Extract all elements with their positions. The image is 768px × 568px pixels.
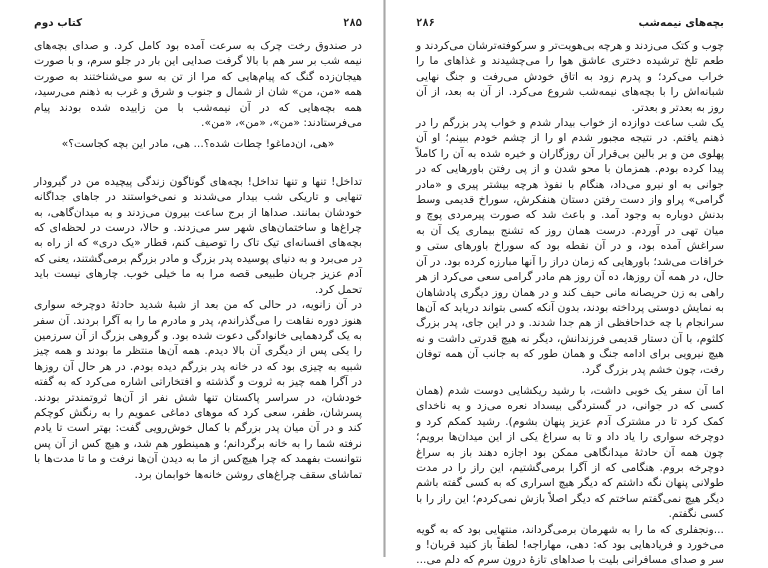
- paragraph: در صندوق رخت چرک به سرعت آمده بود کامل کرد. و صدای بچه‌های نیمه شب بر سر هم با بالا گرفت صدایی این بار در جلو سرم، و با صورت هیجان‌زده گنگ که پیام‌هایی که مرا از تن به سو می‌شناختند به صورت همه «من، من» شان از شمال و جنوب و شرق و غرب به ذهنم می‌رسید، همه بچه‌هایی که در آن نیمه‌شب با من زاییده شده بودند پیام می‌فرستادند: «من»، «من»، «من».: [34, 39, 362, 130]
- right-page-header: [416, 16, 724, 30]
- paragraph: اما آن سفر یک خوبی داشت، با رشید ریکشایی دوست شدم (همان کسی که در جوانی، در گستردگی بیسداد نعره می‌زد و یه ناخدای کمک کرد تا در مشترک آدم عزیز پنهان بشوم). رشید کمکم کرد و دوچرخه سواری را یاد داد و تا به سراغ یکی از این میدان‌ها برویم؛ چون همه آن حادثهٔ میدانگاهی ممکن بود اجازه دهند باز به سراغ دوچرخه بروم. هنگامی که از آگرا برمی‌گشتیم، این راز را در مدت طولانی پنهان نگه داشتم که دیگر هیچ اسراری که به کسی گفته باشم دیگر هیچ نمی‌گفتم ساختم که دیگر اصلاً بازش نمی‌کردم؛ این راز را با کسی نگفتم.: [416, 383, 724, 521]
- left-running-title: کتاب دوم: [34, 17, 83, 29]
- left-page: [0, 0, 384, 557]
- dialogue-line: «هی، ان‌دماغو! چطات شده؟... هی، مادر این بچه کجاست؟»: [61, 137, 335, 151]
- paragraph: چوب و کتک می‌زدند و هرچه بی‌هویت‌تر و سرکوفته‌ترشان می‌کردند و طعم تلخ ترشیده دختری عاشق هوا را می‌چشیدند و غذاهای ما را خراب می‌کرد؛ و پدرم زود به اتاق خودش می‌رفت و جنگ نهایی شبانه‌اش را با بچه‌های نیمه‌شب شروع می‌کرد. از آن به بعد، از آن روز به بعدتر و بعدتر.: [416, 39, 724, 114]
- right-page-number: ۲۸۶: [416, 17, 435, 29]
- right-running-title: بچه‌های نیمه‌شب: [638, 17, 724, 29]
- left-page-header: [34, 16, 362, 30]
- left-page-number: ۲۸۵: [343, 17, 362, 29]
- paragraph: در آن زانویه، در حالی که من بعد از شبهٔ شدید حادثهٔ دوچرخه سواری هنوز دوره نقاهت را می‌گذراندم، پدر و مادرم ما را به آگرا بردند. آن سفر به یک گردهمایی خانوادگی دعوت شده بود. و گروهی بزرگ از آن سرزمین را یکی پس از دیگری آن بالا دیدم. همه آن‌ها منتظر ما بودند و همه چیز شبیه به چیزی بود که در خانه پدر بزرگم دیده بودم. در هر حال آن روزها در آگرا همه چیز به ثروت و گذشته و افتخاراتی اشاره می‌کرد که به گفته خودشان، در سراسر پاکستان تنها شش نفر از آن‌ها ثروتمندتر بودند. پسرشان، ظفر، سعی کرد که موهای دماغی عمویم را به رنگش کوچکم کند و در آن میان پدر بزرگم با کمال خوش‌رویی گفت: بهتر است تا یادم نرفته شما را به خانه برگردانم؛ و همینطور هم شد، و هیچ کس از آن پس نتوانست بفهمد که چرا هیچ‌کس از ما به دیدن آن‌ها نرفت و ما تا مدت‌ها با تماشای سقف چراغ‌های روشن خانه‌ها خوابمان برد.: [34, 298, 362, 481]
- paragraph: تداخل! تنها و تنها تداخل! بچه‌های گوناگون زندگی پیچیده من در گیرودار تنهایی و تاریکی شب بیدار می‌شدند و نمی‌خواستند در جاهای جداگانه خودشان بمانند. صداها از برج ساعت بیرون می‌زدند و به میدان‌گاهی، به چراغ‌ها و ساختمان‌های شهر سر می‌زدند. و حالا، درست در لحظه‌ای که بچه‌های افسانه‌ای تیک تاک را توصیف کنم، قطار «یک دری» که از راه به در می‌برد و به دنیای پوسیده پدر بزرگ و مادر بزرگم برمی‌گشتند، یعنی که آدم عزیز جریان طبیعی قصه مرا به ما خیلی خوب. چارهای نیست باید تحمل کرد.: [34, 174, 362, 296]
- paragraph: ...ونجفلری که ما را به شهرمان برمی‌گرداند، منتهایی بود که به گویه می‌خورد و فریادهایی بود که: دهی، مهاراجه! لطفاً باز کنید قربان! و سر و صدای مسافرانی بلیت با صداهای تازهٔ درون سرم که دلم می‌...: [416, 522, 724, 567]
- right-page: [386, 0, 768, 567]
- paragraph: یک شب ساعت دوازده از خواب بیدار شدم و خواب پدر بزرگم را در ذهنم یافتم. در نتیجه مجبور شدم او را از چشم خودم ببینم؛ او آن پهلوی من و بر بالین بی‌قرار آن روزگاران و خیره شده به آن را کاملاً پیدا کرده بودم. همزمان با محو شدن و از پی رفتن باورهایی که در جوانی به او نیرو می‌داد، هنگام با نفوذ هرچه بیشتر پیری و «مادر گرامی» پراو واز دست رفتن دستان هنفکرش، سوراخ قدیمی وسط بدنش دوباره به وجود آمد. و باعث شد که صورت پیرمردی پوچ و میان تهی در آوردم. درست همان روز که تشنج بیماری یک آن به سراغش آمده بود، و در آن نقطه بود که سوراخ باورهای ستی و خرافات می‌شد؛ باورهایی که زمان دراز را آنها مبارزه کرده بود. در آن حال، در همه آن روزها، ده آن روز هم مادر گرامی سعی می‌کرد از هر راهی به زن حریصانه مانی حیف کند و در همان روز دیگری پادشاهان به نمایش دوستی پرداخته بودند، بدون آنکه کسی بتواند دریابد که آن‌ها سرانجام با چه خداحافظی از هم جدا شدند. و در این جای، پدر بزرگ کلثوم، با آن دستار قدیمی فرزندانش، دیگر نه هیچ قدرتی داشت و نه هیچ نیرویی برای ادامه جنگ و همان طور که به جانب آن همه توفان رفت، چون خشم پدر بزرگ گرد.: [416, 116, 724, 376]
